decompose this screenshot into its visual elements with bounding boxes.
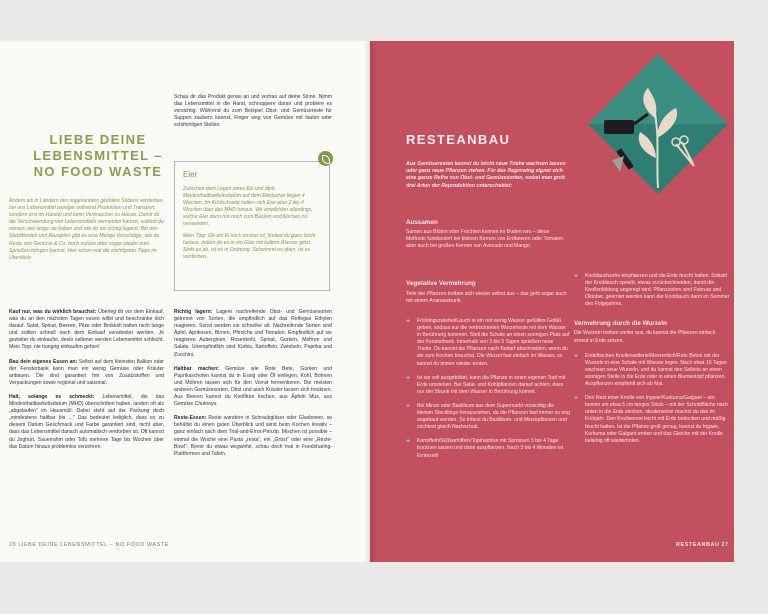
tip-paragraph: Kauf nur, was du wirklich brauchst: Überleg dir vor dem Einkauf, was du an den nächsten Tagen essen willst und beschränke dich darauf. Salat, Spinat, Beeren, Pilze oder Brokkoli halten nicht lange und sollten schnell nach dem Einkauf verarbeitet werden. Je gezielter du einkaufst, desto seltener werden Lebensmittel schlecht. Mein Tipp: nie hungrig einkaufen gehen! bbox=[9, 309, 165, 351]
left-folio: 28 LIEBE DEINE LEBENSMITTEL – NO FOOD WASTE bbox=[9, 542, 169, 548]
list-item: + Bei Minze oder Basilikum aus dem Supermarkt vorsichtig die kleinen Stecklinge herausziehen, da die Pflanzen fast immer zu eng angebaut werden. So trittest du Basilikum- und Minzepflanzen und züchtest gleich Nachschub. bbox=[406, 402, 570, 431]
leaf-badge-icon bbox=[318, 151, 333, 166]
book-gutter bbox=[364, 41, 376, 562]
right-intro: Aus Gemüseresten kannst du leicht neue Triebe wachsen lassen oder ganz neue Pflanzen ziehen. Für das Regrowing eignet sich eine ganze Reihe von Obst- und Gemüsesorten, wobei man grob drei Arten der Reproduktion unterscheidet: bbox=[406, 161, 566, 189]
list-item: + Den Rest einer Knolle von Ingwer/Kurkuma/Galgant – am besten ein etwa 5 cm langes Stück – mit der Schnittfläche nach unten in die Erde stecken, idealerweise machst du das im Frühjahr. Den Knollenrest leicht mit Erde bedecken und mäßig feucht halten. Ist die Pflanze groß genug, kannst du Ingwer, Kurkuma oder Galgant ernten und das Gleiche mit der Knolle beliebig oft wiederholen. bbox=[574, 395, 728, 444]
egg-info-box bbox=[174, 161, 330, 291]
watering-can-icon bbox=[604, 120, 634, 134]
tip-paragraph: Reste-Essen: Reste wandern in Schraubgläser oder Glasboxen, so behältst du einen guten Überblick und wirst beim Kochen kreativ – ganz einfach nach dem Trial-and-Error-Prinzip. Mischen ist possible – einmal die Woche eine Pasta „resta", ein „Gröst" oder eine „Reste-Bowl". Bevor du etwas wegwirfst, schau doch mal in Foodsharing-Plattformen und Tafeln. bbox=[174, 415, 332, 457]
list-item: + Kartoffeln/Süßkartoffeln/Topinambur mit Sprossen 3 bis 4 Tage trocknen lassen und dann auspflanzen. Nach 3 bis 4 Monaten ist Erntezeit! bbox=[406, 438, 564, 459]
tip-paragraph: Halt, solange es schmeckt: Lebensmittel, die das Mindesthaltbarkeitsdatum (MHD) überschritten haben, landen oft als „abgelaufen" im Hausmüll. Dabei steht auf der Packung doch „mindestens haltbar bis ..." Das bedeutet lediglich, dass es zu diesem Datum Geschmack und Farbe garantiert sind, nicht aber, dass das Lebensmittel danach automatisch verdorben ist. Oft kannst du Joghurt, Sauerrahm oder Tofu mehrere Tage bis Wochen über das Datum hinaus problemlos verzehren. bbox=[9, 393, 164, 450]
heading-wurzeln: Vermehrung durch die Wurzeln bbox=[574, 320, 667, 328]
list-item: + Knoblauchzehe einpflanzen und die Erde feucht halten. Sobald der Knoblauch sprießt, etwas zurückschneiden, damit die Knollenbildung angeregt wird. Pflanzzeiten sind Februar und Oktober, geerntet werden kann der Knoblauch dann im Sommer des Folgejahres. bbox=[574, 273, 730, 308]
wurzeln-text: Die Wurzeln treiben weiter aus, du kannst die Pflanzen einfach erneut in Erde setzen. bbox=[574, 330, 716, 344]
tip-paragraph: Bau dein eigenes Essen an: Selbst auf dem kleinsten Balkon oder der Fensterbank kann man ein wenig Gemüse oder Kräuter anbauen. Die sind garantiert frei von Zusatzstoffen und Verpackungen sowie regional und saisonal. bbox=[9, 358, 164, 386]
regrowing-illustration bbox=[582, 48, 734, 200]
left-intro-top: Schau dir das Produkt genau an und vertrau auf deine Sinne. Nimm das Lebensmittel in die Hand, schnuppere daran und probiere es vorsichtig. Während du zum Beispiel Obst- und Gemüsereste für Suppen zaubern kannst, Finger weg von Gemüse mit faulen oder schimmligen Stellen. bbox=[174, 94, 332, 129]
list-item: + Entleftischen Knollensellerie/Meerrettich/Rote Beten mit der Wurzeln in eine Schale mit Wasser legen. Nach etwa 10 Tagen wachsen neue Wurzeln, und du kannst den Sellerie an einen sonnigen Stelle in die Erde oder in einen Blumentopf pflanzen. Auspflanzen empfiehlt sich ab Mai. bbox=[574, 352, 727, 388]
list-item: + Frühlingszwiebel/Lauch in ein mit wenig Wasser gefülltes Gefäß geben, sodass nur die vertrockneten Wurzelreste mit dem Wasser in Berührung kommen. Stell die Schale an einen sonnigen Platz auf der Fensterbank. Innerhalb von 3 bis 5 Tagen sprießen neue Triebe. Du kannst die Pflanzen nach Bedarf abschneiden, wenn du sie zum Kochen brauchst. Die Wurzel fast einfach im Wasser, so kannst du immer wieder ernten. bbox=[406, 318, 570, 367]
right-column bbox=[574, 273, 730, 445]
aussamen-text: Samen aus Blüten oder Früchten keimen im Boden neu – diese Methode funktioniert bei kleinen Kernen von Erdbeeren oder Tomaten, aber auch bei großen Kernen von Avocado und Mango. bbox=[406, 229, 565, 250]
egg-box-title: Eier bbox=[183, 170, 198, 179]
heading-aussamen: Aussamen bbox=[406, 219, 438, 226]
right-folio: RESTEANBAU 27 bbox=[676, 542, 729, 548]
left-column-2 bbox=[174, 309, 332, 458]
heading-vegetative: Vegetative Vermehrung bbox=[406, 280, 476, 287]
page-title-right: RESTEANBAU bbox=[406, 132, 511, 147]
tip-paragraph: Richtig lagern: Lagere nachreifende Obst- und Gemüsesorten getrennt von Sorten, die empfindlich auf das Reifegas Ethylen reagieren. Sonst werden sie schneller alt. Nachreifende Sorten sind Äpfel, Aprikosen, Birnen, Pfirsiche und Tomaten. Empfindlich auf sie reagieren Auberginen, Rosenkohl, Spinat, Gurken, Möhren und Salate. Unempfindlich sind Kürbis, Kartoffeln, Zwiebeln, Paprika und Zucchini. bbox=[174, 309, 332, 358]
page-title-left: LIEBE DEINE LEBENSMITTEL – NO FOOD WASTE bbox=[33, 132, 163, 179]
egg-box-text: Zwischen dem Legen eines Eis und dem Mindesthaltbarkeitsdatum auf dem Eierkarton liegen 4 Wochen. Im Kühlschrank halten sich Eier aber 2 bis 4 Wochen über das MHD hinaus. Wir empfehlen allerdings, solche Eier dann nur noch zum Backen und Kochen zu verwenden. Mein Tipp: Ob ein Ei noch essbar ist, findest du ganz leicht heraus, indem du es in ein Glas mit kaltem Wasser gibst. Sinkt es ab, ist es in Ordnung. Schwimmt es oben, ist es verdorben. bbox=[183, 186, 316, 260]
vegetative-text: Teile der Pflanzen treiben sich wieder selbst aus – das geht sogar auch mit einem Ananasstrunk. bbox=[406, 291, 567, 305]
list-item: + Ist sie voll ausgebildet, kann die Pflanze in einen eigenen Topf mit Erde umziehen. Bei Salat- und Kohlpflanzen darauf achten, dass nur der Strunk mit dem Wasser in Berührung kommt. bbox=[406, 374, 566, 395]
left-column-1 bbox=[9, 309, 164, 451]
vegetative-bullets bbox=[406, 318, 570, 460]
left-intro-italic: Anders als in Ländern des sogenannten globalen Südens verderben bei uns Lebensmittel weniger während Produktion und Transport, sondern erst im Handel und beim Verbraucher zu Hause. Damit du die Verschwendung von Lebensmitteln vermeiden kannst, solltest du wissen, wie lange sie halten und wie du sie richtig lagerst. Bei den Steckbriefen und Rezepten gibt es eine Menge Vorschläge, wie du Reste von Gemüse & Co. noch nutzen oder sogar wieder zum Sprießen bringen kannst. Hier schon mal die wichtigsten Tipps im Überblick: bbox=[9, 198, 164, 261]
tip-paragraph: Haltbar machen: Gemüse wie Rote Bete, Gurken und Paprikaschoten kannst du in Essig oder Öl einlegen. Kohl, Bohnen und Möhren lassen sich für den Vorrat fermentieren. Die meisten anderen Gemüsesorten, Obst und auch Kräuter lassen sich trocknen. Aus Beeren kannst du Konfitüre kochen, aus Äpfeln Mus, aus Gemüse Chutneys. bbox=[174, 365, 332, 408]
